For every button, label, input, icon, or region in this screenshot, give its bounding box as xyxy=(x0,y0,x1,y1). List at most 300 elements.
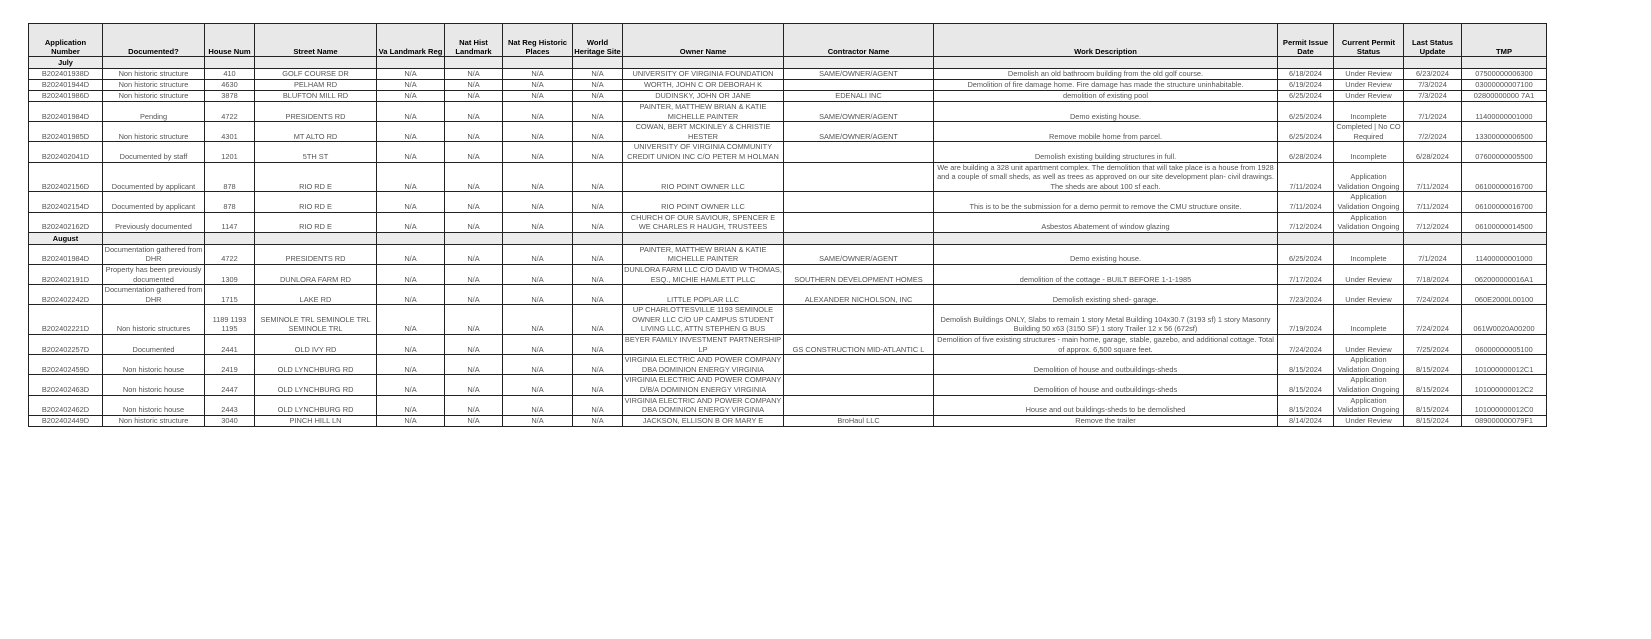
table-cell: Non historic structures xyxy=(103,305,205,335)
table-row xyxy=(29,212,1547,232)
section-label: August xyxy=(29,232,103,244)
table-cell: B202402257D xyxy=(29,335,103,355)
table-cell: 06000000005100 xyxy=(1462,335,1547,355)
section-cell xyxy=(377,232,445,244)
section-cell xyxy=(205,232,255,244)
table-cell: demolition of existing pool xyxy=(934,91,1278,102)
table-cell: COWAN, BERT MCKINLEY & CHRISTIE HESTER xyxy=(623,122,784,142)
table-cell: UP CHARLOTTESVILLE 1193 SEMINOLE OWNER LLC C/O UP CAMPUS STUDENT LIVING LLC, ATTN STEPHEN G BUS xyxy=(623,305,784,335)
table-cell xyxy=(784,375,934,395)
table-cell: N/A xyxy=(377,305,445,335)
section-cell xyxy=(1404,232,1462,244)
table-cell: Demolition of five existing structures - main home, garage, stable, gazebo, and additional cottage. Total of approx. 6,500 square feet. xyxy=(934,335,1278,355)
table-cell: N/A xyxy=(445,305,503,335)
column-header: Street Name xyxy=(255,24,377,57)
column-header: Nat Reg Historic Places xyxy=(503,24,573,57)
table-cell: SAME/OWNER/AGENT xyxy=(784,102,934,122)
table-cell: Documented xyxy=(103,335,205,355)
table-cell: Under Review xyxy=(1334,415,1404,426)
table-cell: 06100000016700 xyxy=(1462,192,1547,212)
section-cell xyxy=(445,57,503,69)
table-cell: N/A xyxy=(503,80,573,91)
table-cell xyxy=(784,80,934,91)
table-cell: 8/15/2024 xyxy=(1278,355,1334,375)
table-cell: B202402459D xyxy=(29,355,103,375)
table-cell: N/A xyxy=(503,91,573,102)
table-cell: 7/3/2024 xyxy=(1404,91,1462,102)
table-cell: Under Review xyxy=(1334,69,1404,80)
table-cell: Application Validation Ongoing xyxy=(1334,375,1404,395)
table-cell: 8/15/2024 xyxy=(1404,415,1462,426)
section-cell xyxy=(1462,232,1547,244)
table-cell: SAME/OWNER/AGENT xyxy=(784,122,934,142)
table-cell: 6/25/2024 xyxy=(1278,122,1334,142)
table-cell: N/A xyxy=(503,102,573,122)
table-cell: Incomplete xyxy=(1334,142,1404,162)
table-cell: OLD LYNCHBURG RD xyxy=(255,375,377,395)
table-cell: SAME/OWNER/AGENT xyxy=(784,69,934,80)
section-cell xyxy=(503,57,573,69)
table-cell: N/A xyxy=(573,212,623,232)
table-cell: N/A xyxy=(573,192,623,212)
table-cell: 7/12/2024 xyxy=(1404,212,1462,232)
header-row-group xyxy=(29,24,1547,57)
table-cell: N/A xyxy=(503,212,573,232)
table-cell: N/A xyxy=(503,355,573,375)
table-row xyxy=(29,69,1547,80)
section-cell xyxy=(573,232,623,244)
table-cell: RIO POINT OWNER LLC xyxy=(623,162,784,192)
table-cell xyxy=(784,212,934,232)
table-cell: B202402462D xyxy=(29,395,103,415)
table-cell: 7/11/2024 xyxy=(1404,192,1462,212)
table-cell: N/A xyxy=(445,142,503,162)
table-cell: Documented by staff xyxy=(103,142,205,162)
table-cell: N/A xyxy=(445,122,503,142)
table-cell: N/A xyxy=(503,162,573,192)
table-cell: B202402162D xyxy=(29,212,103,232)
table-cell: Non historic structure xyxy=(103,122,205,142)
table-cell: 7/19/2024 xyxy=(1278,305,1334,335)
table-cell: N/A xyxy=(503,415,573,426)
table-row xyxy=(29,355,1547,375)
table-row xyxy=(29,91,1547,102)
table-cell: 1147 xyxy=(205,212,255,232)
table-cell: PELHAM RD xyxy=(255,80,377,91)
table-cell: VIRGINIA ELECTRIC AND POWER COMPANY D/B/A DOMINION ENERGY VIRGINIA xyxy=(623,375,784,395)
table-cell: 410 xyxy=(205,69,255,80)
table-cell: Demolition of house and outbuildings-sheds xyxy=(934,355,1278,375)
table-cell: 7/24/2024 xyxy=(1404,305,1462,335)
table-cell: N/A xyxy=(377,162,445,192)
table-cell: Documentation gathered from DHR xyxy=(103,285,205,305)
table-cell: 7/12/2024 xyxy=(1278,212,1334,232)
table-cell: Incomplete xyxy=(1334,305,1404,335)
table-cell: Application Validation Ongoing xyxy=(1334,355,1404,375)
table-cell: 7/11/2024 xyxy=(1404,162,1462,192)
table-cell: 8/15/2024 xyxy=(1278,375,1334,395)
table-row xyxy=(29,142,1547,162)
table-cell: GOLF COURSE DR xyxy=(255,69,377,80)
column-header: Va Landmark Reg xyxy=(377,24,445,57)
table-cell: N/A xyxy=(445,375,503,395)
table-cell: 7/18/2024 xyxy=(1404,264,1462,284)
table-cell: VIRGINIA ELECTRIC AND POWER COMPANY DBA DOMINION ENERGY VIRGINIA xyxy=(623,395,784,415)
table-cell: N/A xyxy=(503,375,573,395)
section-cell xyxy=(1278,232,1334,244)
table-cell: 02800000000 7A1 xyxy=(1462,91,1547,102)
table-cell: 8/14/2024 xyxy=(1278,415,1334,426)
table-cell: 089000000079F1 xyxy=(1462,415,1547,426)
table-cell: Incomplete xyxy=(1334,102,1404,122)
table-cell: EDENALI INC xyxy=(784,91,934,102)
section-cell xyxy=(103,232,205,244)
table-cell: N/A xyxy=(573,395,623,415)
table-cell: N/A xyxy=(573,102,623,122)
table-cell: 101000000012C1 xyxy=(1462,355,1547,375)
table-cell: UNIVERSITY OF VIRGINIA COMMUNITY CREDIT UNION INC C/O PETER M HOLMAN xyxy=(623,142,784,162)
section-cell xyxy=(103,57,205,69)
table-cell: B202402191D xyxy=(29,264,103,284)
table-cell: LITTLE POPLAR LLC xyxy=(623,285,784,305)
table-cell: N/A xyxy=(377,80,445,91)
table-cell: 7/11/2024 xyxy=(1278,162,1334,192)
table-cell: SOUTHERN DEVELOPMENT HOMES xyxy=(784,264,934,284)
table-cell: N/A xyxy=(445,80,503,91)
table-cell: 6/28/2024 xyxy=(1278,142,1334,162)
table-cell: JACKSON, ELLISON B OR MARY E xyxy=(623,415,784,426)
table-cell: MT ALTO RD xyxy=(255,122,377,142)
table-cell: Demolish Buildings ONLY, Slabs to remain 1 story Metal Building 104x30.7 (3193 sf) 1 story Masonry Building 50 x63 (3150 SF) 1 story Trailer 12 x 56 (672sf) xyxy=(934,305,1278,335)
table-cell: 06100000016700 xyxy=(1462,162,1547,192)
table-cell: demolition of the cottage - BUILT BEFORE 1-1-1985 xyxy=(934,264,1278,284)
table-cell: 03000000007100 xyxy=(1462,80,1547,91)
table-cell: Asbestos Abatement of window glazing xyxy=(934,212,1278,232)
table-cell: N/A xyxy=(445,395,503,415)
table-cell: 7/17/2024 xyxy=(1278,264,1334,284)
table-cell: Demo existing house. xyxy=(934,102,1278,122)
table-cell: 1189 1193 1195 xyxy=(205,305,255,335)
table-cell: B202402154D xyxy=(29,192,103,212)
column-header: TMP xyxy=(1462,24,1547,57)
table-cell: N/A xyxy=(445,69,503,80)
table-cell: SEMINOLE TRL SEMINOLE TRL SEMINOLE TRL xyxy=(255,305,377,335)
table-cell: 4722 xyxy=(205,244,255,264)
table-cell: Under Review xyxy=(1334,264,1404,284)
table-cell: VIRGINIA ELECTRIC AND POWER COMPANY DBA DOMINION ENERGY VIRGINIA xyxy=(623,355,784,375)
section-cell xyxy=(205,57,255,69)
table-cell: RIO RD E xyxy=(255,212,377,232)
table-row xyxy=(29,162,1547,192)
table-cell: 6/23/2024 xyxy=(1404,69,1462,80)
table-cell: 8/15/2024 xyxy=(1278,395,1334,415)
table-cell: N/A xyxy=(503,122,573,142)
section-cell xyxy=(623,57,784,69)
table-row xyxy=(29,375,1547,395)
table-cell: Under Review xyxy=(1334,335,1404,355)
table-cell: N/A xyxy=(445,264,503,284)
table-cell: 7/11/2024 xyxy=(1278,192,1334,212)
section-cell xyxy=(784,232,934,244)
table-cell: N/A xyxy=(503,244,573,264)
table-cell: 6/25/2024 xyxy=(1278,102,1334,122)
table-cell: N/A xyxy=(377,122,445,142)
table-row xyxy=(29,305,1547,335)
table-cell: Under Review xyxy=(1334,91,1404,102)
table-cell: N/A xyxy=(445,335,503,355)
section-cell xyxy=(934,57,1278,69)
table-cell: N/A xyxy=(377,142,445,162)
column-header: World Heritage Site xyxy=(573,24,623,57)
table-cell: N/A xyxy=(573,91,623,102)
table-cell: RIO POINT OWNER LLC xyxy=(623,192,784,212)
column-header: Owner Name xyxy=(623,24,784,57)
table-cell: Application Validation Ongoing xyxy=(1334,212,1404,232)
table-cell: Remove mobile home from parcel. xyxy=(934,122,1278,142)
table-cell: Under Review xyxy=(1334,80,1404,91)
column-header: Current Permit Status xyxy=(1334,24,1404,57)
table-cell: 7/1/2024 xyxy=(1404,102,1462,122)
table-cell: 7/24/2024 xyxy=(1278,335,1334,355)
table-cell: DUNLORA FARM LLC C/O DAVID W THOMAS, ESQ., MICHIE HAMLETT PLLC xyxy=(624,264,782,284)
table-row xyxy=(29,335,1547,355)
table-cell: DUDINSKY, JOHN OR JANE xyxy=(623,91,784,102)
table-cell: N/A xyxy=(573,162,623,192)
table-cell: N/A xyxy=(573,285,623,305)
table-cell: 2419 xyxy=(205,355,255,375)
table-cell: LAKE RD xyxy=(255,285,377,305)
table-cell: 061W0020A00200 xyxy=(1462,305,1547,335)
table-body xyxy=(29,57,1547,427)
table-cell: PAINTER, MATTHEW BRIAN & KATIE MICHELLE PAINTER xyxy=(623,102,784,122)
table-cell: RIO RD E xyxy=(255,162,377,192)
table-cell: 06100000014500 xyxy=(1462,212,1547,232)
column-header: Nat Hist Landmark xyxy=(445,24,503,57)
section-row xyxy=(29,57,1547,69)
table-cell: BroHaul LLC xyxy=(784,415,934,426)
table-cell: 6/25/2024 xyxy=(1278,91,1334,102)
table-cell: N/A xyxy=(503,264,573,284)
table-cell xyxy=(784,395,934,415)
table-cell: N/A xyxy=(377,355,445,375)
table-cell: WORTH, JOHN C OR DEBORAH K xyxy=(623,80,784,91)
table-cell: 7/25/2024 xyxy=(1404,335,1462,355)
table-cell: UNIVERSITY OF VIRGINIA FOUNDATION xyxy=(623,69,784,80)
table-cell xyxy=(784,142,934,162)
table-cell: 2441 xyxy=(205,335,255,355)
table-cell: Pending xyxy=(103,102,205,122)
column-header: House Num xyxy=(205,24,255,57)
table-cell: N/A xyxy=(503,395,573,415)
table-cell: 07600000005500 xyxy=(1462,142,1547,162)
table-cell: B202402463D xyxy=(29,375,103,395)
table-cell xyxy=(784,192,934,212)
table-cell: PINCH HILL LN xyxy=(255,415,377,426)
table-cell: N/A xyxy=(573,244,623,264)
table-cell: Demolition of house and outbuildings-sheds xyxy=(934,375,1278,395)
section-cell xyxy=(784,57,934,69)
table-cell: PAINTER, MATTHEW BRIAN & KATIE MICHELLE PAINTER xyxy=(623,244,784,264)
table-cell: N/A xyxy=(503,69,573,80)
section-cell xyxy=(1334,57,1404,69)
table-cell: 5TH ST xyxy=(255,142,377,162)
table-cell: 13300000006500 xyxy=(1462,122,1547,142)
table-cell: RIO RD E xyxy=(255,192,377,212)
table-cell: N/A xyxy=(445,102,503,122)
table-cell: B202401986D xyxy=(29,91,103,102)
table-cell: 7/24/2024 xyxy=(1404,285,1462,305)
section-cell xyxy=(573,57,623,69)
table-cell: 1715 xyxy=(205,285,255,305)
table-cell: GS CONSTRUCTION MID-ATLANTIC L xyxy=(784,335,934,355)
table-cell: N/A xyxy=(377,335,445,355)
table-cell xyxy=(784,355,934,375)
table-cell: 4630 xyxy=(205,80,255,91)
table-cell: B202401984D xyxy=(29,102,103,122)
column-header: Last Status Update xyxy=(1404,24,1462,57)
table-cell: OLD LYNCHBURG RD xyxy=(255,355,377,375)
table-cell: Demolish existing shed- garage. xyxy=(934,285,1278,305)
table-cell: N/A xyxy=(377,395,445,415)
table-cell: N/A xyxy=(503,192,573,212)
table-cell: 4301 xyxy=(205,122,255,142)
table-cell: N/A xyxy=(377,212,445,232)
table-cell: BEYER FAMILY INVESTMENT PARTNERSHIP LP xyxy=(623,335,784,355)
table-row xyxy=(29,285,1547,305)
table-cell: 062000000016A1 xyxy=(1462,264,1547,284)
table-cell: 3040 xyxy=(205,415,255,426)
table-cell: 11400000001000 xyxy=(1462,244,1547,264)
table-cell: 7/1/2024 xyxy=(1404,244,1462,264)
table-row xyxy=(29,395,1547,415)
table-cell: 07500000006300 xyxy=(1462,69,1547,80)
table-cell: 8/15/2024 xyxy=(1404,395,1462,415)
table-cell: N/A xyxy=(377,285,445,305)
table-cell: Demolish existing building structures in full. xyxy=(934,142,1278,162)
column-header: Permit Issue Date xyxy=(1278,24,1334,57)
table-cell: N/A xyxy=(573,375,623,395)
table-cell: 6/18/2024 xyxy=(1278,69,1334,80)
table-row xyxy=(29,192,1547,212)
table-cell: N/A xyxy=(573,335,623,355)
table-cell: House and out buildings-sheds to be demolished xyxy=(934,395,1278,415)
table-cell: PRESIDENTS RD xyxy=(255,102,377,122)
table-cell: Demo existing house. xyxy=(934,244,1278,264)
table-cell: CHURCH OF OUR SAVIOUR, SPENCER E WE CHARLES R HAUGH, TRUSTEES xyxy=(623,212,784,232)
table-cell: 878 xyxy=(205,192,255,212)
table-cell: 1309 xyxy=(205,264,255,284)
table-cell: N/A xyxy=(573,122,623,142)
table-cell: 878 xyxy=(205,162,255,192)
table-cell: 6/19/2024 xyxy=(1278,80,1334,91)
table-cell: Incomplete xyxy=(1334,244,1404,264)
table-cell: 7/3/2024 xyxy=(1404,80,1462,91)
section-cell xyxy=(1334,232,1404,244)
table-row xyxy=(29,80,1547,91)
table-cell: B202402449D xyxy=(29,415,103,426)
table-cell: N/A xyxy=(503,305,573,335)
table-cell: Documented by applicant xyxy=(103,192,205,212)
table-cell: N/A xyxy=(377,69,445,80)
table-cell: Under Review xyxy=(1334,285,1404,305)
table-cell: Property has been previously documented xyxy=(103,264,205,284)
section-cell xyxy=(255,232,377,244)
section-cell xyxy=(377,57,445,69)
section-cell xyxy=(445,232,503,244)
table-cell: BLUFTON MILL RD xyxy=(255,91,377,102)
column-header: Work Description xyxy=(934,24,1278,57)
table-cell: Non historic structure xyxy=(103,80,205,91)
column-header: Contractor Name xyxy=(784,24,934,57)
table-cell: Non historic structure xyxy=(103,415,205,426)
table-cell: 7/23/2024 xyxy=(1278,285,1334,305)
table-cell: 101000000012C0 xyxy=(1462,395,1547,415)
table-cell: 6/28/2024 xyxy=(1404,142,1462,162)
table-cell: Non historic structure xyxy=(103,69,205,80)
table-row xyxy=(29,415,1547,426)
table-cell: 8/15/2024 xyxy=(1404,355,1462,375)
table-cell: N/A xyxy=(377,264,445,284)
table-cell: Non historic house xyxy=(103,355,205,375)
table-cell: SAME/OWNER/AGENT xyxy=(784,244,934,264)
table-cell: N/A xyxy=(445,244,503,264)
table-cell: B202402041D xyxy=(29,142,103,162)
table-cell: B202402221D xyxy=(29,305,103,335)
table-cell: N/A xyxy=(573,80,623,91)
section-cell xyxy=(1404,57,1462,69)
table-cell: We are building a 328 unit apartment complex. The demolition that will take place is a house from 1928 and a couple of small sheds, as well as trees as approved on our site development plan- civil drawings. The sheds are about 100 sf each. xyxy=(934,162,1278,192)
table-cell: N/A xyxy=(445,285,503,305)
header-row xyxy=(29,24,1547,57)
table-cell: N/A xyxy=(377,91,445,102)
table-row xyxy=(29,244,1547,264)
table-cell: 2447 xyxy=(205,375,255,395)
table-cell xyxy=(784,162,934,192)
table-cell: Completed | No CO Required xyxy=(1334,122,1404,142)
table-row xyxy=(29,102,1547,122)
table-cell: OLD IVY RD xyxy=(255,335,377,355)
table-cell: N/A xyxy=(377,415,445,426)
table-cell: 060E2000L00100 xyxy=(1462,285,1547,305)
table-cell: N/A xyxy=(573,142,623,162)
table-cell: 8/15/2024 xyxy=(1404,375,1462,395)
table-cell: B202402156D xyxy=(29,162,103,192)
table-cell: 2443 xyxy=(205,395,255,415)
table-cell: Application Validation Ongoing xyxy=(1334,395,1404,415)
table-cell: Application Validation Ongoing xyxy=(1334,192,1404,212)
section-cell xyxy=(1462,57,1547,69)
table-cell: Previously documented xyxy=(103,212,205,232)
table-cell: 4722 xyxy=(205,102,255,122)
section-cell xyxy=(623,232,784,244)
table-row xyxy=(29,122,1547,142)
table-cell: Remove the trailer xyxy=(934,415,1278,426)
table-cell: OLD LYNCHBURG RD xyxy=(255,395,377,415)
table-cell: N/A xyxy=(445,415,503,426)
table-cell: Demolition of fire damage home. Fire damage has made the structure uninhabitable. xyxy=(934,80,1278,91)
table-cell: 7/2/2024 xyxy=(1404,122,1462,142)
table-cell: N/A xyxy=(377,102,445,122)
table-cell: Documentation gathered from DHR xyxy=(103,244,205,264)
table-cell: 6/25/2024 xyxy=(1278,244,1334,264)
table-cell: B202402242D xyxy=(29,285,103,305)
table-cell: B202401944D xyxy=(29,80,103,91)
table-cell: N/A xyxy=(503,335,573,355)
section-cell xyxy=(255,57,377,69)
table-cell: B202401938D xyxy=(29,69,103,80)
table-cell: 101000000012C2 xyxy=(1462,375,1547,395)
table-cell: Application Validation Ongoing xyxy=(1334,162,1404,192)
